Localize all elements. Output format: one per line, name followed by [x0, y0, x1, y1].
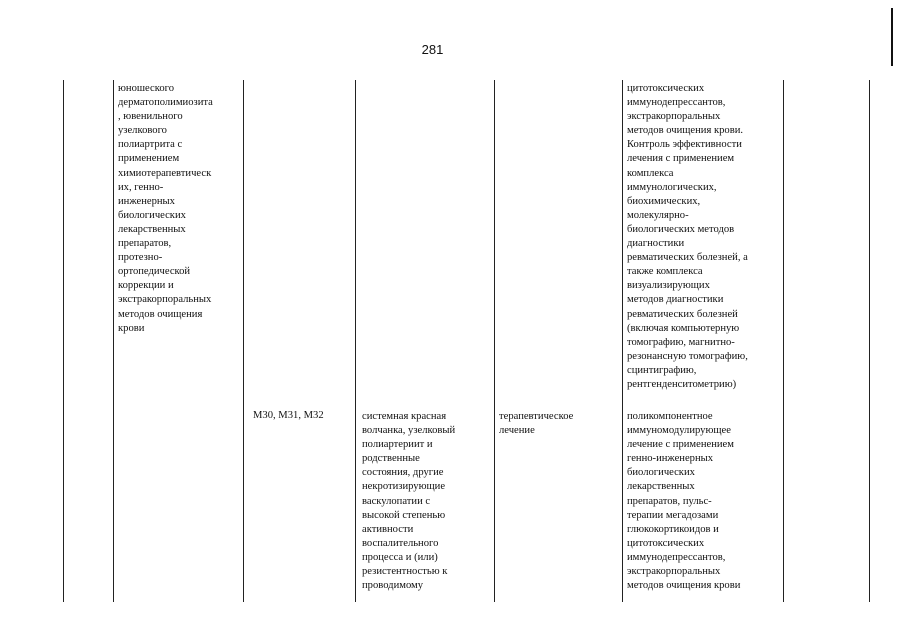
column-border-1	[63, 80, 64, 602]
column-border-2	[113, 80, 114, 602]
cell-codes: M30, M31, M32	[253, 410, 324, 421]
cell-model: системная красная волчанка, узелковый полиартериит и родственные состояния, другие некротизирующие васкулопатии с высокой степенью активности воспалительного процесса и (или) резистентностью к проводимому	[362, 411, 456, 592]
column-border-5	[494, 80, 495, 602]
margin-bar	[891, 8, 893, 66]
cell-method-top: цитотоксических иммунодепрессантов, экстракорпоральных методов очищения крови. Контроль эффективности лечения с применением комплекса иммунологических, биохимических, молекулярно- биологических методов диагностики ревматических болезней, а также комплекса визуализирующих методов диагностики ревматических болезней (включая компьютерную томографию, магнитно- резонансную томографию, сцинтиграфию, рентгенденситометрию)	[627, 83, 748, 390]
page-number: 281	[421, 42, 444, 57]
column-border-6	[622, 80, 623, 602]
column-border-3	[243, 80, 244, 602]
cell-treatment-type: терапевтическое лечение	[499, 411, 574, 437]
cell-method-bottom: поликомпонентное иммуномодулирующее лечение с применением генно-инженерных биологических лекарственных препаратов, пульс- терапии мегадозами глюкокортикоидов и цитотоксических иммунодепрессантов, экстракорпоральных методов очищения крови	[627, 411, 741, 592]
column-border-4	[355, 80, 356, 602]
column-border-7	[783, 80, 784, 602]
cell-name-top: юношеского дерматополимиозита , ювенильного узелкового полиартрита с применением химиотерапевтическ их, генно- инженерных биологических лекарственных препаратов, протезно- ортопедической коррекции и экстракорпоральных методов очищения крови	[118, 83, 213, 334]
column-border-8	[869, 80, 870, 602]
